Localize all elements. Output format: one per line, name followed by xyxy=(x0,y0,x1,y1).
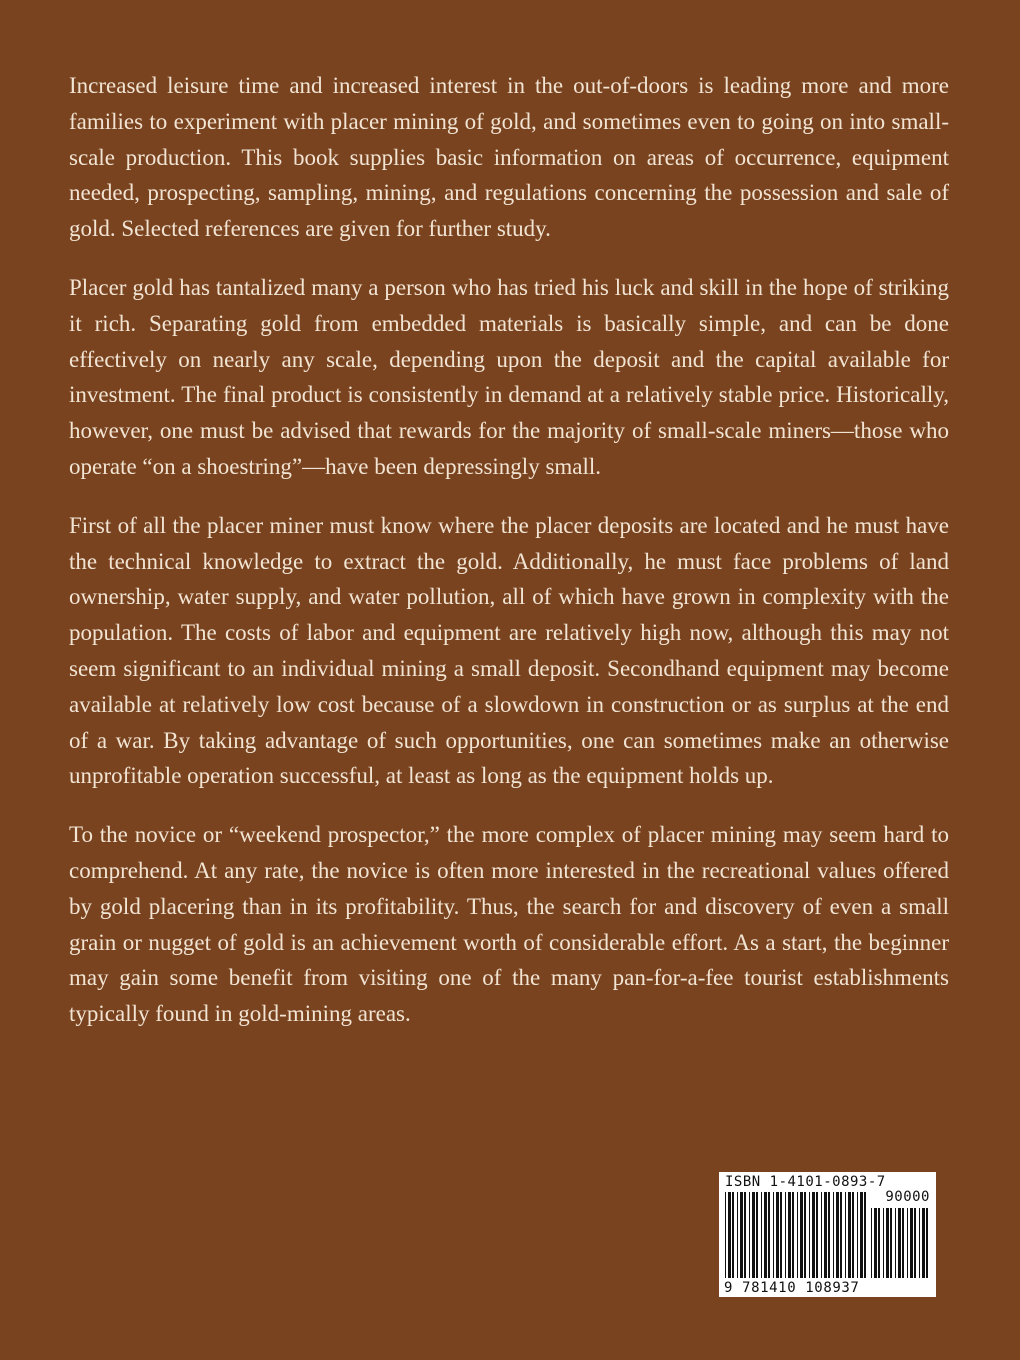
blurb-paragraph-4: To the novice or “weekend prospector,” the more complex of placer mining may seem hard to comprehend. At any rate, the novice is often more interested in the recreational values offered by gold placering than in its profitability. Thus, the search for and discovery of even a small grain or nugget of gold is an achievement worth of considerable effort. As a start, the beginner may gain some benefit from visiting one of the many pan-for-a-fee tourist establishments typically found in gold-mining areas. xyxy=(69,822,949,1027)
barcode-bar xyxy=(852,1192,854,1278)
barcode-bar xyxy=(878,1208,880,1278)
blurb-paragraph-1: Increased leisure time and increased interest in the out-of-doors is leading more and more families to experiment with placer mining of gold, and sometimes even to going on into small-scale production. This book supplies basic information on areas of occurrence, equipment needed, prospecting, sampling, mining, and regulations concerning the possession and sale of gold. Selected references are given for further study. xyxy=(69,73,949,242)
barcode-bar xyxy=(821,1192,822,1278)
barcode-bar xyxy=(919,1208,920,1278)
barcode-bar xyxy=(890,1208,892,1278)
barcode-bar xyxy=(857,1192,858,1278)
barcode-bar xyxy=(871,1208,872,1278)
barcode-bar xyxy=(792,1192,794,1278)
barcode-bar xyxy=(824,1192,827,1278)
barcode-bar xyxy=(764,1192,767,1278)
barcode-bar xyxy=(797,1192,798,1278)
isbn-label: ISBN 1-4101-0893-7 xyxy=(725,1174,886,1190)
barcode-bar xyxy=(883,1208,884,1278)
price-code: 90000 xyxy=(885,1189,930,1205)
barcode-bar xyxy=(848,1192,851,1278)
barcode-bar xyxy=(785,1192,786,1278)
barcode-bar xyxy=(749,1192,750,1278)
isbn-barcode xyxy=(719,1172,936,1297)
barcode-bar xyxy=(740,1192,743,1278)
barcode-bar xyxy=(752,1192,755,1278)
barcode-bar xyxy=(780,1192,782,1278)
barcode-bar xyxy=(788,1192,791,1278)
blurb-paragraph-2: Placer gold has tantalized many a person who has tried his luck and skill in the hope of striking it rich. Separating gold from embedded materials is basically simple, and can be done effectively on nearly any scale, depending upon the deposit and the capital available for investment. The final product is consistently in demand at a relatively stable price. Historically, however, one must be advised that rewards for the majority of small-scale miners—those who operate “on a shoestring”—have been depressingly small. xyxy=(69,274,949,479)
barcode-bar xyxy=(737,1192,738,1278)
barcode-bar xyxy=(773,1192,774,1278)
barcode-bar xyxy=(907,1208,908,1278)
barcode-bar xyxy=(926,1208,928,1278)
barcode-bar xyxy=(845,1192,846,1278)
barcode-bar xyxy=(864,1192,866,1278)
barcode-bar xyxy=(902,1208,904,1278)
barcode-bar xyxy=(828,1192,830,1278)
barcode-bar xyxy=(922,1208,925,1278)
barcode-bar xyxy=(812,1192,815,1278)
barcode-bar xyxy=(725,1192,726,1278)
barcode-bar xyxy=(860,1192,863,1278)
barcode-bar xyxy=(886,1208,889,1278)
barcode-bar xyxy=(833,1192,834,1278)
barcode-bar xyxy=(744,1192,746,1278)
barcode-bar xyxy=(732,1192,734,1278)
back-cover-blurb xyxy=(69,68,949,1055)
blurb-paragraph-3: First of all the placer miner must know where the placer deposits are located and he must have the technical knowledge to extract the gold. Additionally, he must face problems of land ownership, water supply, and water pollution, all of which have grown in complexity with the population. The costs of labor and equipment are relatively high now, although this may not seem significant to an individual mining a small deposit. Secondhand equipment may become available at relatively low cost because of a slowdown in construction or as surplus at the end of a war. By taking advantage of such opportunities, one can sometimes make an otherwise unprofitable operation successful, at least as long as the equipment holds up. xyxy=(69,512,949,789)
barcode-bar xyxy=(756,1192,758,1278)
barcode-bar xyxy=(895,1208,896,1278)
barcode-bar xyxy=(768,1192,770,1278)
barcode-bar xyxy=(910,1208,913,1278)
barcode-bar xyxy=(840,1192,842,1278)
barcode-bar xyxy=(728,1192,731,1278)
barcode-bar xyxy=(898,1208,901,1278)
barcode-bar xyxy=(804,1192,806,1278)
barcode-bar xyxy=(761,1192,762,1278)
barcode-bar xyxy=(800,1192,803,1278)
ean-digits: 9 781410 108937 xyxy=(724,1280,860,1296)
barcode-bar xyxy=(874,1208,877,1278)
barcode-bar xyxy=(836,1192,839,1278)
barcode-bar xyxy=(914,1208,916,1278)
barcode-bar xyxy=(776,1192,779,1278)
barcode-bar xyxy=(816,1192,818,1278)
barcode-bar xyxy=(809,1192,810,1278)
